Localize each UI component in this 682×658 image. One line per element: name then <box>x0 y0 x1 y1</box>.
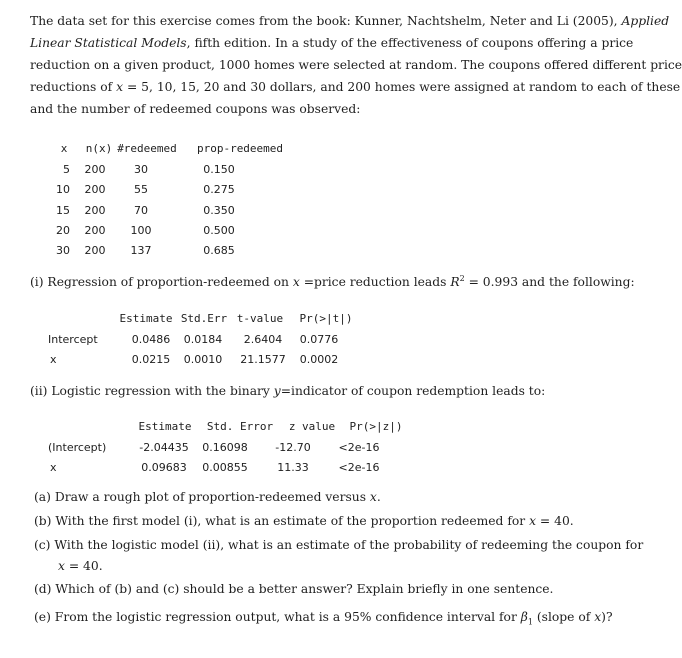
math-var: x <box>58 559 65 573</box>
table-cell: 0.150 <box>203 163 235 176</box>
row-label: x <box>50 461 57 474</box>
table-cell: 200 <box>84 183 106 197</box>
math-var: x <box>292 275 300 289</box>
row-label: Intercept <box>48 333 98 346</box>
part-i-intro <box>30 275 635 289</box>
row-label: x <box>50 353 57 366</box>
part-ii-intro <box>30 384 545 398</box>
table-cell: 11.33 <box>277 461 309 474</box>
part-i-text: (i) Regression of proportion-redeemed on <box>30 275 293 289</box>
question-text: (a) Draw a rough plot of proportion-redeemed versus <box>34 490 370 504</box>
table-cell: <2e-16 <box>338 461 380 474</box>
table-header: Std.Err <box>180 312 228 325</box>
question-text: (slope of <box>532 610 595 624</box>
part-i-text: =price reduction leads <box>299 275 451 289</box>
table-header: n(x) <box>85 142 113 155</box>
math-var: x <box>116 80 124 94</box>
table-cell: 5 <box>63 163 70 176</box>
intro-line-2 <box>30 36 633 50</box>
table-header: Estimate <box>138 420 192 433</box>
intro-text: reductions of <box>30 80 117 94</box>
table-cell: 0.09683 <box>141 461 187 474</box>
question-c <box>34 538 643 552</box>
table-header: #redeemed <box>117 142 177 155</box>
math-var: x <box>369 490 377 504</box>
table-cell: 2.6404 <box>243 333 283 346</box>
table-cell: -2.04435 <box>139 441 189 454</box>
book-title-part: Applied <box>621 14 670 28</box>
intro-text: and the number of redeemed coupons was observed: <box>30 102 361 116</box>
intro-text: = 5, 10, 15, 20 and 30 dollars, and 200 homes were assigned at random to each of these <box>123 80 681 94</box>
question-c-cont <box>58 559 103 573</box>
table-cell: -12.70 <box>275 441 311 454</box>
intro-line-1 <box>30 14 669 28</box>
table-header: z value <box>288 420 336 433</box>
table-cell: 10 <box>56 183 70 197</box>
table-cell: 30 <box>56 244 70 258</box>
table-cell: 200 <box>84 203 106 217</box>
table-cell: 0.0002 <box>299 353 339 366</box>
question-a <box>34 490 381 504</box>
table-cell: 15 <box>56 203 70 217</box>
question-b <box>34 514 574 528</box>
table-header: Pr(>|t|) <box>299 312 353 325</box>
superscript: 2 <box>459 273 465 283</box>
table-cell: 100 <box>130 223 152 237</box>
table-cell: 200 <box>84 244 106 258</box>
question-text: (c) With the logistic model (ii), what is an estimate of the probability of redeeming the coupon for <box>34 538 644 552</box>
table-cell: 0.0184 <box>183 333 223 346</box>
table-cell: 30 <box>134 163 148 176</box>
table-cell: 0.500 <box>203 223 235 237</box>
table-cell: 0.0776 <box>299 333 339 346</box>
table-cell: 0.275 <box>203 183 235 197</box>
subscript: 1 <box>527 617 533 627</box>
part-ii-text: =indicator of coupon redemption leads to: <box>280 384 546 398</box>
question-d <box>34 582 553 596</box>
table-cell: 0.0215 <box>131 353 171 366</box>
table-header: Estimate <box>119 312 173 325</box>
question-text: . <box>376 490 381 504</box>
intro-text: , fifth edition. In a study of the effectiveness of coupons offering a price <box>186 36 634 50</box>
math-var: β <box>520 610 528 624</box>
table-cell: 0.350 <box>203 203 235 217</box>
math-var: x <box>594 610 602 624</box>
table-cell: 200 <box>84 163 106 176</box>
table-cell: 0.685 <box>203 244 235 258</box>
row-label: (Intercept) <box>48 441 107 454</box>
table-cell: 70 <box>134 203 148 217</box>
table-cell: 0.0486 <box>131 333 171 346</box>
question-text: (e) From the logistic regression output, what is a 95% confidence interval for <box>34 610 521 624</box>
table-cell: 200 <box>84 223 106 237</box>
math-var: R <box>450 275 460 289</box>
question-text: = 40. <box>536 514 574 528</box>
part-i-text: = 0.993 and the following: <box>464 275 635 289</box>
question-e <box>34 610 613 627</box>
intro-text: The data set for this exercise comes from the book: Kunner, Nachtshelm, Neter and Li (2005), <box>30 14 622 28</box>
question-text: (d) Which of (b) and (c) should be a better answer? Explain briefly in one sentence. <box>34 582 554 596</box>
part-ii-text: (ii) Logistic regression with the binary <box>30 384 274 398</box>
intro-line-5 <box>30 102 360 116</box>
book-title-part: Linear Statistical Models <box>30 36 187 50</box>
math-var: y <box>273 384 281 398</box>
table-cell: 21.1577 <box>240 353 286 366</box>
intro-text: reduction on a given product, 1000 homes were selected at random. The coupons offered different price <box>30 58 682 72</box>
table-header: t-value <box>236 312 284 325</box>
table-cell: <2e-16 <box>338 441 380 454</box>
table-cell: 20 <box>56 223 70 237</box>
math-var: x <box>529 514 537 528</box>
table-cell: 0.00855 <box>202 461 248 474</box>
intro-line-4 <box>30 80 680 94</box>
table-header: Std. Error <box>206 420 274 433</box>
table-header: prop-redeemed <box>196 142 284 155</box>
table-header: x <box>60 142 68 155</box>
question-text: )? <box>601 610 613 624</box>
question-text: (b) With the first model (i), what is an estimate of the proportion redeemed for <box>34 514 530 528</box>
table-header: Pr(>|z|) <box>349 420 403 433</box>
table-cell: 0.0010 <box>183 353 223 366</box>
table-cell: 0.16098 <box>202 441 248 454</box>
table-cell: 137 <box>130 244 152 258</box>
table-cell: 55 <box>134 183 148 197</box>
intro-line-3 <box>30 58 682 72</box>
question-text: = 40. <box>64 559 103 573</box>
